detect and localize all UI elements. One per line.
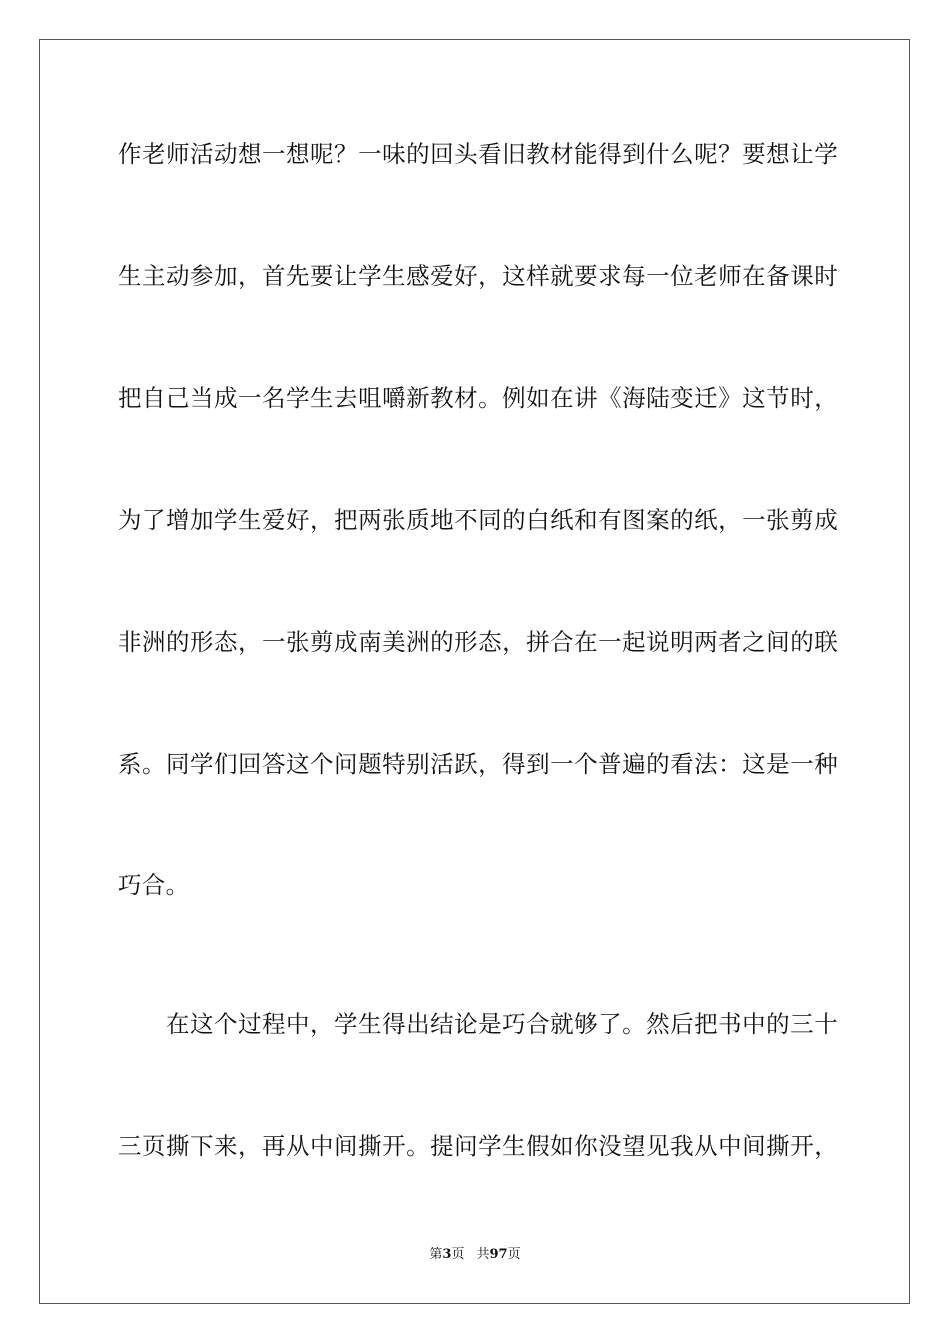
page-suffix: 页 [451,1247,465,1262]
body-text-line-1: 作老师活动想一想呢？一味的回头看旧教材能得到什么呢？要想让学 [118,140,838,168]
total-pages: 97 [489,1247,508,1262]
body-text-line-5: 非洲的形态，一张剪成南美洲的形态，拼合在一起说明两者之间的联 [118,628,838,656]
body-text-line-2: 生主动参加，首先要让学生感爱好，这样就要求每一位老师在备课时 [118,262,838,290]
body-text-line-4: 为了增加学生爱好，把两张质地不同的白纸和有图案的纸，一张剪成 [118,506,838,534]
total-suffix: 页 [507,1247,521,1262]
body-text-line-3: 把自己当成一名学生去咀嚼新教材。例如在讲《海陆变迁》这节时， [118,384,838,412]
body-text-line-8: 在这个过程中，学生得出结论是巧合就够了。然后把书中的三十 [166,1010,838,1038]
page-number: 3 [442,1247,452,1262]
body-text-line-6: 系。同学们回答这个问题特别活跃，得到一个普遍的看法：这是一种 [118,750,838,778]
total-prefix: 共 [476,1247,490,1262]
page-border [39,39,910,1304]
body-text-line-9: 三页撕下来，再从中间撕开。提问学生假如你没望见我从中间撕开， [118,1132,838,1160]
page-footer [0,1246,950,1264]
page-prefix: 第 [429,1247,443,1262]
body-text-line-7: 巧合。 [118,871,190,899]
